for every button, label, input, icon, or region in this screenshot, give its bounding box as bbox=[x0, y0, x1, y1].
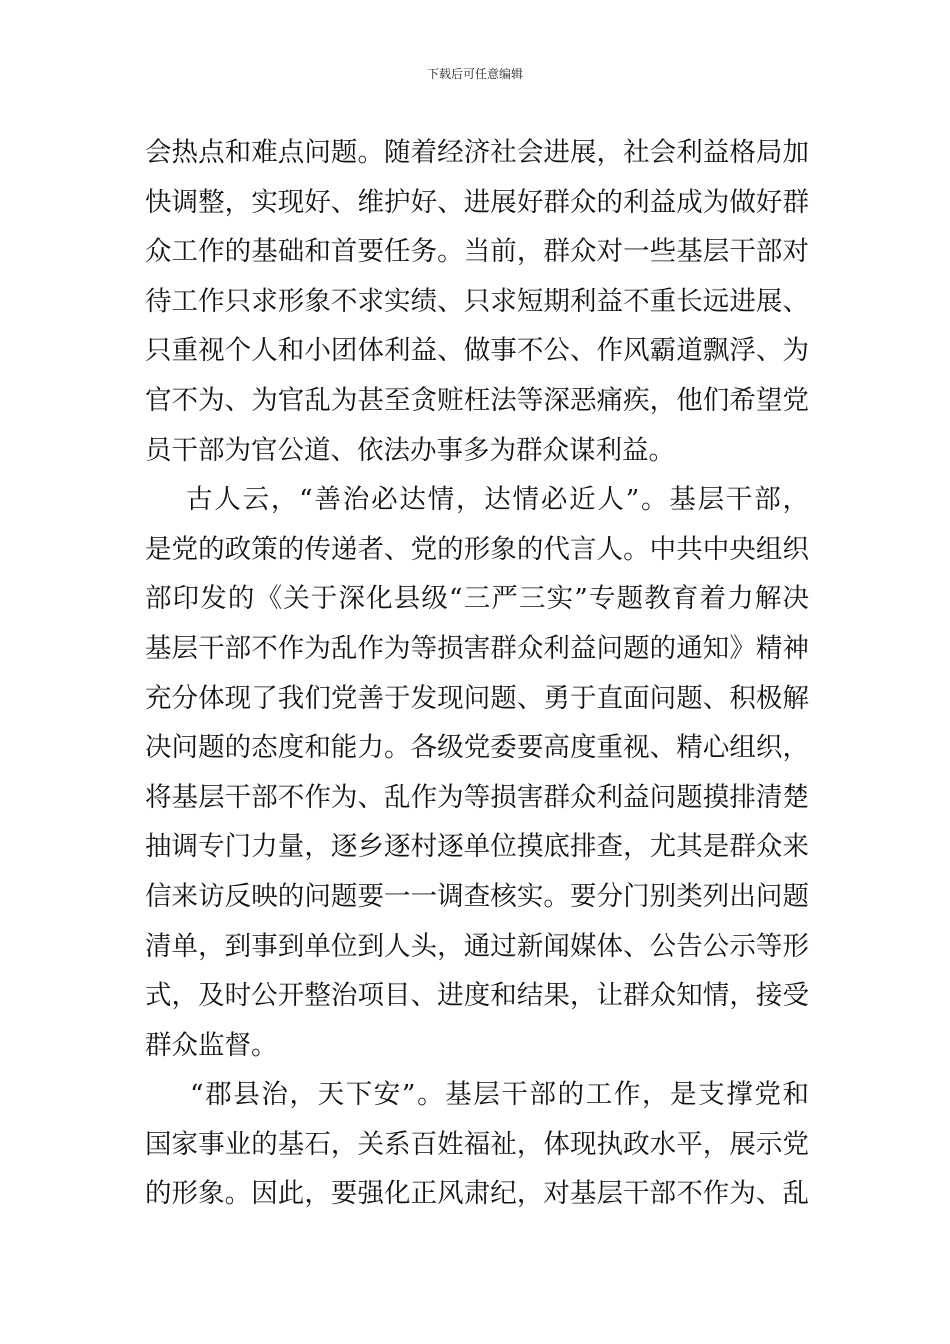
text-line: 是党的政策的传递者、党的形象的代言人。中共中央组织 bbox=[145, 533, 809, 565]
text-line: 只重视个人和小团体利益、做事不公、作风霸道飘浮、为 bbox=[145, 335, 809, 367]
text-line: 待工作只求形象不求实绩、只求短期利益不重长远进展、 bbox=[145, 285, 809, 317]
text-line: 部印发的《关于深化县级“三严三实”专题教育着力解决 bbox=[145, 583, 809, 615]
text-line: 式，及时公开整治项目、进度和结果，让群众知情，接受 bbox=[145, 980, 809, 1012]
text-line: 基层干部不作为乱作为等损害群众利益问题的通知》精神 bbox=[145, 632, 809, 664]
text-line: 抽调专门力量，逐乡逐村逐单位摸底排查，尤其是群众来 bbox=[145, 831, 809, 863]
text-line: 快调整，实现好、维护好、进展好群众的利益成为做好群 bbox=[145, 186, 809, 218]
text-line: 古人云，“善治必达情，达情必近人”。基层干部， bbox=[186, 484, 809, 516]
text-line: 众工作的基础和首要任务。当前，群众对一些基层干部对 bbox=[145, 236, 809, 268]
text-line: 清单，到事到单位到人头，通过新闻媒体、公告公示等形 bbox=[145, 930, 809, 962]
text-line: 官不为、为官乱为甚至贪赃枉法等深恶痛疾，他们希望党 bbox=[145, 384, 809, 416]
text-line: 的形象。因此，要强化正风肃纪，对基层干部不作为、乱 bbox=[145, 1178, 809, 1210]
text-line: 员干部为官公道、依法办事多为群众谋利益。 bbox=[145, 434, 675, 466]
text-line: “郡县治，天下安”。基层干部的工作，是支撑党和 bbox=[190, 1079, 809, 1111]
text-line: 国家事业的基石，关系百姓福祉，体现执政水平，展示党 bbox=[145, 1128, 809, 1160]
text-line: 将基层干部不作为、乱作为等损害群众利益问题摸排清楚 bbox=[145, 781, 809, 813]
text-line: 决问题的态度和能力。各级党委要高度重视、精心组织， bbox=[145, 732, 809, 764]
text-line: 群众监督。 bbox=[145, 1029, 278, 1061]
text-line: 信来访反映的问题要一一调查核实。要分门别类列出问题 bbox=[145, 880, 809, 912]
header-note: 下载后可任意编辑 bbox=[426, 67, 523, 81]
text-line: 会热点和难点问题。随着经济社会进展，社会利益格局加 bbox=[145, 137, 809, 168]
text-line: 充分体现了我们党善于发现问题、勇于直面问题、积极解 bbox=[145, 682, 809, 714]
document-body bbox=[145, 128, 809, 1219]
